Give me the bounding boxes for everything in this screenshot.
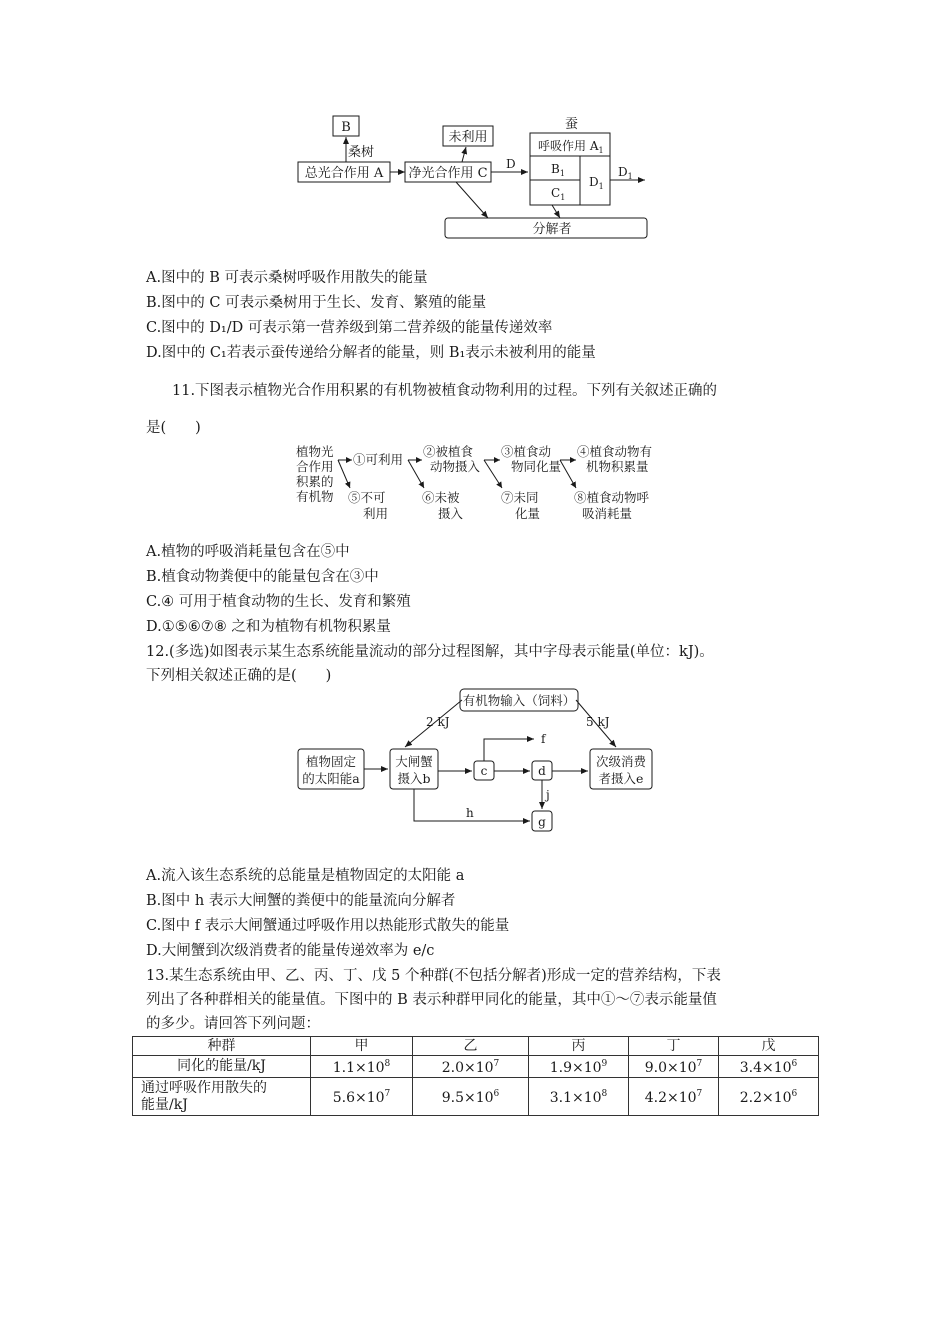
q10-option-b: B.图中的 C 可表示桑树用于生长、发育、繁殖的能量 <box>146 295 487 311</box>
c1-label: $C_1$ <box>551 186 566 202</box>
table-header: 丁 <box>629 1037 719 1056</box>
arrow-net-to-unused <box>462 147 466 162</box>
table-header: 丙 <box>529 1037 629 1056</box>
d-label: D <box>506 157 516 171</box>
table-header: 种群 <box>133 1037 311 1056</box>
table-cell: $2.2\times 10^6$ <box>719 1078 819 1116</box>
q12-left-kj: 2 kJ <box>426 715 450 729</box>
q11-node-7a: ⑦未同 <box>501 490 539 505</box>
q11-option-d: D.①⑤⑥⑦⑧ 之和为植物有机物积累量 <box>146 619 391 635</box>
q11-stem-line1: 11.下图表示植物光合作用积累的有机物被植食动物利用的过程。下列有关叙述正确的 <box>172 383 718 399</box>
table-header: 乙 <box>413 1037 529 1056</box>
net-photo-label: 净光合作用 C <box>408 166 488 181</box>
q11-arrow-1-6 <box>408 460 424 488</box>
q11-source-2: 合作用 <box>296 459 334 474</box>
q13-energy-table <box>132 1036 819 1116</box>
q12-c-label: c <box>480 764 488 778</box>
silkworm-label: 蚕 <box>565 117 579 132</box>
q11-node-3b: 物同化量 <box>511 459 562 474</box>
q12-j-label: j <box>546 788 550 802</box>
table-cell: $5.6\times 10^7$ <box>311 1078 413 1116</box>
table-cell: $2.0\times 10^7$ <box>413 1056 529 1078</box>
q11-option-c: C.④ 可用于植食动物的生长、发育和繁殖 <box>146 594 411 610</box>
q11-node-2a: ②被植食 <box>423 444 474 459</box>
q11-node-8b: 吸消耗量 <box>582 506 633 521</box>
table-row <box>133 1078 819 1116</box>
q11-node-8a: ⑧植食动物呼 <box>574 490 650 505</box>
q10-option-c: C.图中的 D₁/D 可表示第一营养级到第二营养级的能量传递效率 <box>146 320 553 336</box>
q12-crab-2: 摄入b <box>397 771 431 786</box>
q11-arrow-src-5 <box>338 460 350 488</box>
table-cell: $3.1\times 10^8$ <box>529 1078 629 1116</box>
b-box-label: B <box>341 120 351 135</box>
q12-secondary-2: 者摄入e <box>598 771 644 786</box>
q12-plant-2: 的太阳能a <box>302 771 360 786</box>
table-row <box>133 1056 819 1078</box>
q12-h-label: h <box>466 806 474 820</box>
q12-input-label: 有机物输入（饲料） <box>462 693 576 708</box>
arrow-net-to-decomposer <box>456 182 488 218</box>
mulberry-label: 桑树 <box>348 145 375 160</box>
q11-option-a: A.植物的呼吸消耗量包含在⑤中 <box>146 544 350 560</box>
q12-stem-line1: 12.(多选)如图表示某生态系统能量流动的部分过程图解，其中字母表示能量(单位：kJ)。 <box>146 644 714 660</box>
table-cell: $9.0\times 10^7$ <box>629 1056 719 1078</box>
q12-f-label: f <box>541 732 546 746</box>
q11-source-1: 植物光 <box>296 444 334 459</box>
q12-option-c: C.图中 f 表示大闸蟹通过呼吸作用以热能形式散失的能量 <box>146 918 510 934</box>
table-cell: $3.4\times 10^6$ <box>719 1056 819 1078</box>
row-label: 通过呼吸作用散失的 能量/kJ <box>133 1078 311 1116</box>
q11-node-6b: 摄入 <box>438 506 464 521</box>
energy-flow-diagram-1 <box>290 110 660 245</box>
table-cell: $1.1\times 10^8$ <box>311 1056 413 1078</box>
table-cell: $4.2\times 10^7$ <box>629 1078 719 1116</box>
q12-flow-diagram <box>290 685 660 840</box>
b1-label: $B_1$ <box>551 162 565 178</box>
q11-node-3a: ③植食动 <box>501 444 552 459</box>
q11-stem-line2: 是( ) <box>146 420 201 436</box>
q11-source-4: 有机物 <box>296 489 334 504</box>
q11-arrow-2-7 <box>484 460 502 488</box>
decomposer-label: 分解者 <box>532 222 572 237</box>
q12-d-label: d <box>538 764 546 778</box>
q10-option-d: D.图中的 C₁若表示蚕传递给分解者的能量，则 B₁表示未被利用的能量 <box>146 345 596 361</box>
q11-node-2b: 动物摄入 <box>430 459 481 474</box>
q11-flow-diagram <box>290 440 670 532</box>
q12-stem-line2: 下列相关叙述正确的是( ) <box>146 668 332 684</box>
q12-right-kj: 5 kJ <box>586 715 610 729</box>
table-cell: $9.5\times 10^6$ <box>413 1078 529 1116</box>
q13-stem-line3: 的多少。请回答下列问题： <box>146 1016 320 1032</box>
resp-a1-label: 呼吸作用 $A_1$ <box>538 139 604 155</box>
q11-arrow-3-8 <box>560 460 576 488</box>
q13-stem-line1: 13.某生态系统由甲、乙、丙、丁、戊 5 个种群(不包括分解者)形成一定的营养结构，下表 <box>146 968 721 984</box>
q11-node-7b: 化量 <box>515 506 541 521</box>
q11-source-3: 积累的 <box>296 474 334 489</box>
q12-option-a: A.流入该生态系统的总能量是植物固定的太阳能 a <box>146 868 465 884</box>
q11-node-5a: ⑤不可 <box>348 490 386 505</box>
d1-label: $D_1$ <box>589 175 604 191</box>
q11-node-5b: 利用 <box>363 506 389 521</box>
gross-photo-label: 总光合作用 A <box>304 166 384 181</box>
unused-label: 未利用 <box>448 130 488 145</box>
d1-out-label: $D_1$ <box>618 165 633 181</box>
table-header: 戊 <box>719 1037 819 1056</box>
q11-node-4b: 机物积累量 <box>586 459 649 474</box>
table-header: 甲 <box>311 1037 413 1056</box>
q12-option-d: D.大闸蟹到次级消费者的能量传递效率为 e/c <box>146 943 435 959</box>
q12-option-b: B.图中 h 表示大闸蟹的粪便中的能量流向分解者 <box>146 893 456 909</box>
q12-g-label: g <box>538 815 546 829</box>
q11-node-6a: ⑥未被 <box>422 490 460 505</box>
q12-crab-1: 大闸蟹 <box>395 754 433 769</box>
arrow-silkworm-to-decomposer <box>552 205 560 218</box>
table-header-row <box>133 1037 819 1056</box>
row-label: 同化的能量/kJ <box>133 1056 311 1078</box>
q11-node-4a: ④植食动物有 <box>577 444 653 459</box>
table-cell: $1.9\times 10^9$ <box>529 1056 629 1078</box>
q12-plant-1: 植物固定 <box>305 754 357 769</box>
q12-arrow-c-f <box>484 739 534 761</box>
q11-option-b: B.植食动物粪便中的能量包含在③中 <box>146 569 379 585</box>
q13-stem-line2: 列出了各种群相关的能量值。下图中的 B 表示种群甲同化的能量，其中①～⑦表示能量值 <box>146 992 717 1008</box>
q12-secondary-1: 次级消费 <box>595 754 647 769</box>
q10-option-a: A.图中的 B 可表示桑树呼吸作用散失的能量 <box>146 270 428 286</box>
q11-node-1: ①可利用 <box>353 452 404 467</box>
